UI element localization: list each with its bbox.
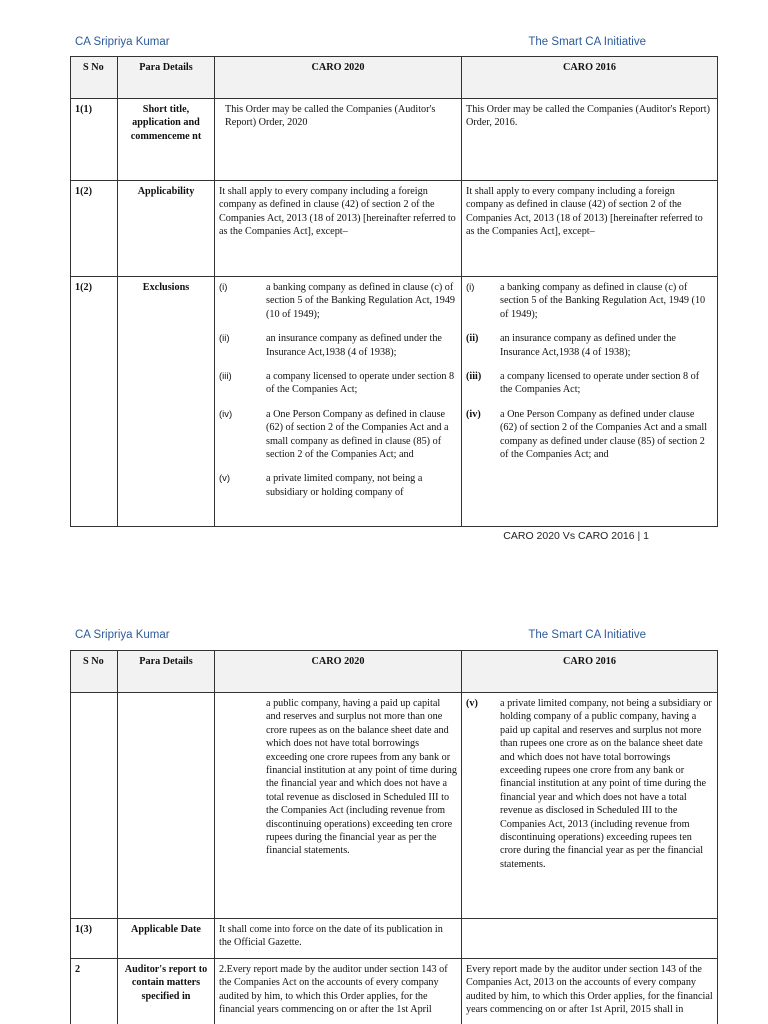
cell-caro-2020: It shall apply to every company including a foreign company as defined in clause (42) of section 2 of the Companies Act, 2013 (18 of 2013) [hereinafter referred to as the Companies Act], except– bbox=[215, 181, 462, 277]
th-para-details: Para Details bbox=[118, 57, 215, 99]
th-caro-2020: CARO 2020 bbox=[215, 651, 462, 693]
th-sno: S No bbox=[71, 57, 118, 99]
cell-caro-2020: 2.Every report made by the auditor under section 143 of the Companies Act on the accounts of every company audited by him, to which this Order applies, for the financial years commencing on or after the 1st April bbox=[215, 959, 462, 1024]
cell-para: Applicability bbox=[118, 181, 215, 277]
item-number: (iii) bbox=[466, 371, 482, 383]
th-caro-2016: CARO 2016 bbox=[462, 57, 718, 99]
item-number: (iii) bbox=[219, 371, 232, 383]
cell-caro-2016-exclusions bbox=[462, 277, 718, 527]
cell-para: Exclusions bbox=[118, 277, 215, 527]
item-text: a company licensed to operate under section 8 of the Companies Act; bbox=[500, 371, 700, 396]
cell-caro-2016 bbox=[462, 919, 718, 959]
item-number: (i) bbox=[466, 282, 475, 293]
cell-caro-2020: This Order may be called the Companies (Auditor's Report) Order, 2020 bbox=[215, 99, 462, 181]
cell-caro-2020-continued: a public company, having a paid up capital and reserves and surplus not more than one crore rupees as on the balance sheet date and which does not have total borrowings exceeding one crore rupees from any bank or financial institution at any point of time during the financial year and which does not have a total revenue as disclosed in Scheduled III to the Companies Act (including revenue from discontinuing operations) exceeding ten crore rupees during the financial year as per the financial statements. bbox=[215, 693, 462, 919]
th-caro-2016: CARO 2016 bbox=[462, 651, 718, 693]
item-number: (v) bbox=[466, 698, 478, 709]
exclusion-list-2016 bbox=[466, 281, 713, 472]
item-number: (iv) bbox=[466, 408, 481, 420]
th-caro-2020: CARO 2020 bbox=[215, 57, 462, 99]
table-row bbox=[71, 99, 718, 181]
cell-caro-2020-exclusions bbox=[215, 277, 462, 527]
cell-para: Applicable Date bbox=[118, 919, 215, 959]
item-text: a private limited company, not being a subsidiary or holding company of a public company, having a paid up capital and reserves and surplus not more than rupees one crore as on the balance sheet date and which does not have total borrowings exceeding rupees one crore from any bank or financial institution at any point of time during the financial year and which does not have a total revenue as disclosed in Scheduled III to the Companies Act, 2013 (including revenue from discontinuing operations) exceeding rupees ten crore during the financial year as per the financial statements. bbox=[500, 698, 712, 870]
header-author: CA Sripriya Kumar bbox=[75, 36, 170, 48]
cell-sno-empty bbox=[71, 693, 118, 919]
item-number: (ii) bbox=[219, 333, 230, 345]
cell-sno: 1(2) bbox=[71, 181, 118, 277]
page-footer: CARO 2020 Vs CARO 2016 | 1 bbox=[503, 530, 649, 542]
table-header-row bbox=[71, 57, 718, 99]
item-text: a One Person Company as defined in clause (62) of section 2 of the Companies Act and a small company as defined in clause (85) of section 2 of the Companies Act; and bbox=[266, 408, 449, 461]
cell-para: Auditor's report to contain matters specified in bbox=[118, 959, 215, 1024]
cell-para: Short title, application and commenceme nt bbox=[118, 99, 215, 181]
item-number: (ii) bbox=[466, 333, 479, 345]
cell-caro-2016: This Order may be called the Companies (Auditor's Report) Order, 2016. bbox=[462, 99, 718, 181]
comparison-table-page-2 bbox=[70, 650, 718, 1024]
exclusion-list-2020 bbox=[219, 281, 457, 510]
cell-caro-2016: It shall apply to every company including a foreign company as defined in clause (42) of section 2 of the Companies Act, 2013 (18 of 2013) [hereinafter referred to as the Companies Act], except– bbox=[462, 181, 718, 277]
cell-sno: 1(3) bbox=[71, 919, 118, 959]
table-row bbox=[71, 919, 718, 959]
item-number: (iv) bbox=[219, 408, 233, 420]
item-text: a private limited company, not being a subsidiary or holding company of bbox=[266, 473, 423, 498]
table-row-continued bbox=[71, 693, 718, 919]
table-row bbox=[71, 959, 718, 1024]
page-2 bbox=[0, 594, 768, 1024]
cell-caro-2016-continued bbox=[462, 693, 718, 919]
th-para-details: Para Details bbox=[118, 651, 215, 693]
table-row bbox=[71, 181, 718, 277]
th-sno: S No bbox=[71, 651, 118, 693]
header-author: CA Sripriya Kumar bbox=[75, 629, 170, 641]
table-header-row bbox=[71, 651, 718, 693]
item-text: a banking company as defined in clause (c) of section 5 of the Banking Regulation Act, 1949 (10 of 1949); bbox=[500, 282, 706, 320]
table-row-exclusions bbox=[71, 277, 718, 527]
header-brand: The Smart CA Initiative bbox=[528, 36, 646, 48]
comparison-table-page-1 bbox=[70, 56, 718, 527]
item-number: (v) bbox=[219, 473, 231, 485]
item-text: an insurance company as defined under the Insurance Act,1938 (4 of 1938); bbox=[266, 333, 442, 358]
cell-sno: 1(2) bbox=[71, 277, 118, 527]
item-number: (i) bbox=[219, 282, 228, 293]
cell-sno: 1(1) bbox=[71, 99, 118, 181]
item-text: a company licensed to operate under section 8 of the Companies Act; bbox=[266, 371, 455, 396]
cell-sno: 2 bbox=[71, 959, 118, 1024]
page-gap bbox=[0, 560, 768, 594]
header-brand: The Smart CA Initiative bbox=[528, 629, 646, 641]
item-text: a banking company as defined in clause (c) of section 5 of the Banking Regulation Act, 1949 (10 of 1949); bbox=[266, 282, 456, 320]
cell-caro-2020: It shall come into force on the date of its publication in the Official Gazette. bbox=[215, 919, 462, 959]
item-text: a One Person Company as defined under clause (62) of section 2 of the Companies Act and a small company as defined under clause (85) of section 2 of the Companies Act; and bbox=[500, 408, 708, 461]
exclusion-item-2016-v bbox=[466, 697, 713, 871]
cell-caro-2016: Every report made by the auditor under section 143 of the Companies Act, 2013 on the accounts of every company audited by him, to which this Order applies, for the financial years commencing on or after 1st April, 2015 shall in bbox=[462, 959, 718, 1024]
cell-para-empty bbox=[118, 693, 215, 919]
item-text: an insurance company as defined under the Insurance Act,1938 (4 of 1938); bbox=[500, 333, 676, 358]
